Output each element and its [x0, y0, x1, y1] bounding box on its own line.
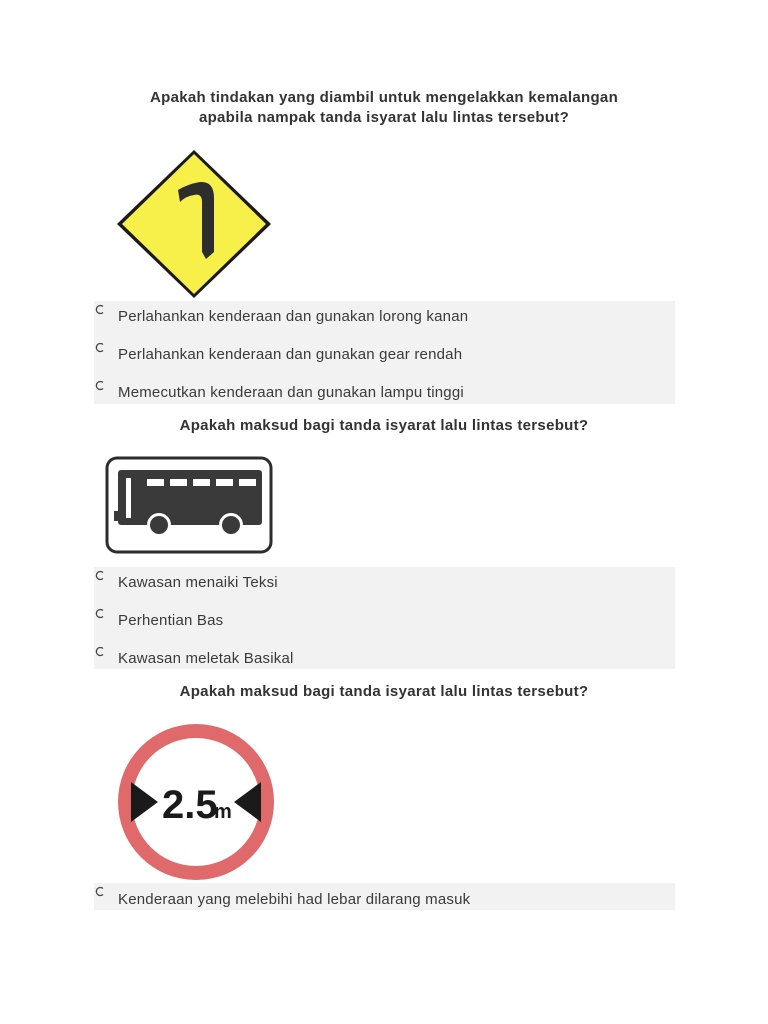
curve-left-warning-sign-icon	[114, 148, 274, 300]
width-unit: m	[214, 801, 232, 823]
option-label: Kenderaan yang melebihi had lebar dilarang masuk	[118, 891, 471, 908]
bus-sign-icon	[104, 455, 274, 555]
option-label: Kawasan meletak Basikal	[118, 650, 294, 667]
option-3-1[interactable]	[94, 883, 675, 910]
option-label: Perlahankan kenderaan dan gunakan gear rendah	[118, 346, 463, 363]
radio-icon[interactable]	[94, 342, 105, 353]
question-1-options	[94, 301, 675, 404]
question-2-text: Apakah maksud bagi tanda isyarat lalu lintas tersebut?	[179, 417, 589, 434]
option-2-2[interactable]	[94, 605, 675, 643]
radio-icon[interactable]	[94, 304, 105, 315]
option-label: Memecutkan kenderaan dan gunakan lampu tinggi	[118, 384, 464, 401]
radio-icon[interactable]	[94, 886, 105, 897]
question-3-options	[94, 883, 675, 910]
question-1-line-1: Apakah tindakan yang diambil untuk mengelakkan kemalangan	[149, 89, 619, 106]
option-label: Perlahankan kenderaan dan gunakan lorong kanan	[118, 308, 469, 325]
width-limit-sign-icon	[116, 720, 276, 884]
radio-icon[interactable]	[94, 380, 105, 391]
question-3-text: Apakah maksud bagi tanda isyarat lalu lintas tersebut?	[179, 683, 589, 700]
option-1-1[interactable]	[94, 301, 675, 339]
radio-icon[interactable]	[94, 646, 105, 657]
option-1-3[interactable]	[94, 377, 675, 415]
question-2-options	[94, 567, 675, 669]
option-2-3[interactable]	[94, 643, 675, 681]
radio-icon[interactable]	[94, 608, 105, 619]
radio-icon[interactable]	[94, 570, 105, 581]
width-value: 2.5	[162, 783, 218, 827]
option-label: Kawasan menaiki Teksi	[118, 574, 278, 591]
option-1-2[interactable]	[94, 339, 675, 377]
option-label: Perhentian Bas	[118, 612, 224, 629]
question-1-text	[94, 88, 674, 128]
option-2-1[interactable]	[94, 567, 675, 605]
question-1-line-2: apabila nampak tanda isyarat lalu lintas tersebut?	[198, 109, 570, 126]
